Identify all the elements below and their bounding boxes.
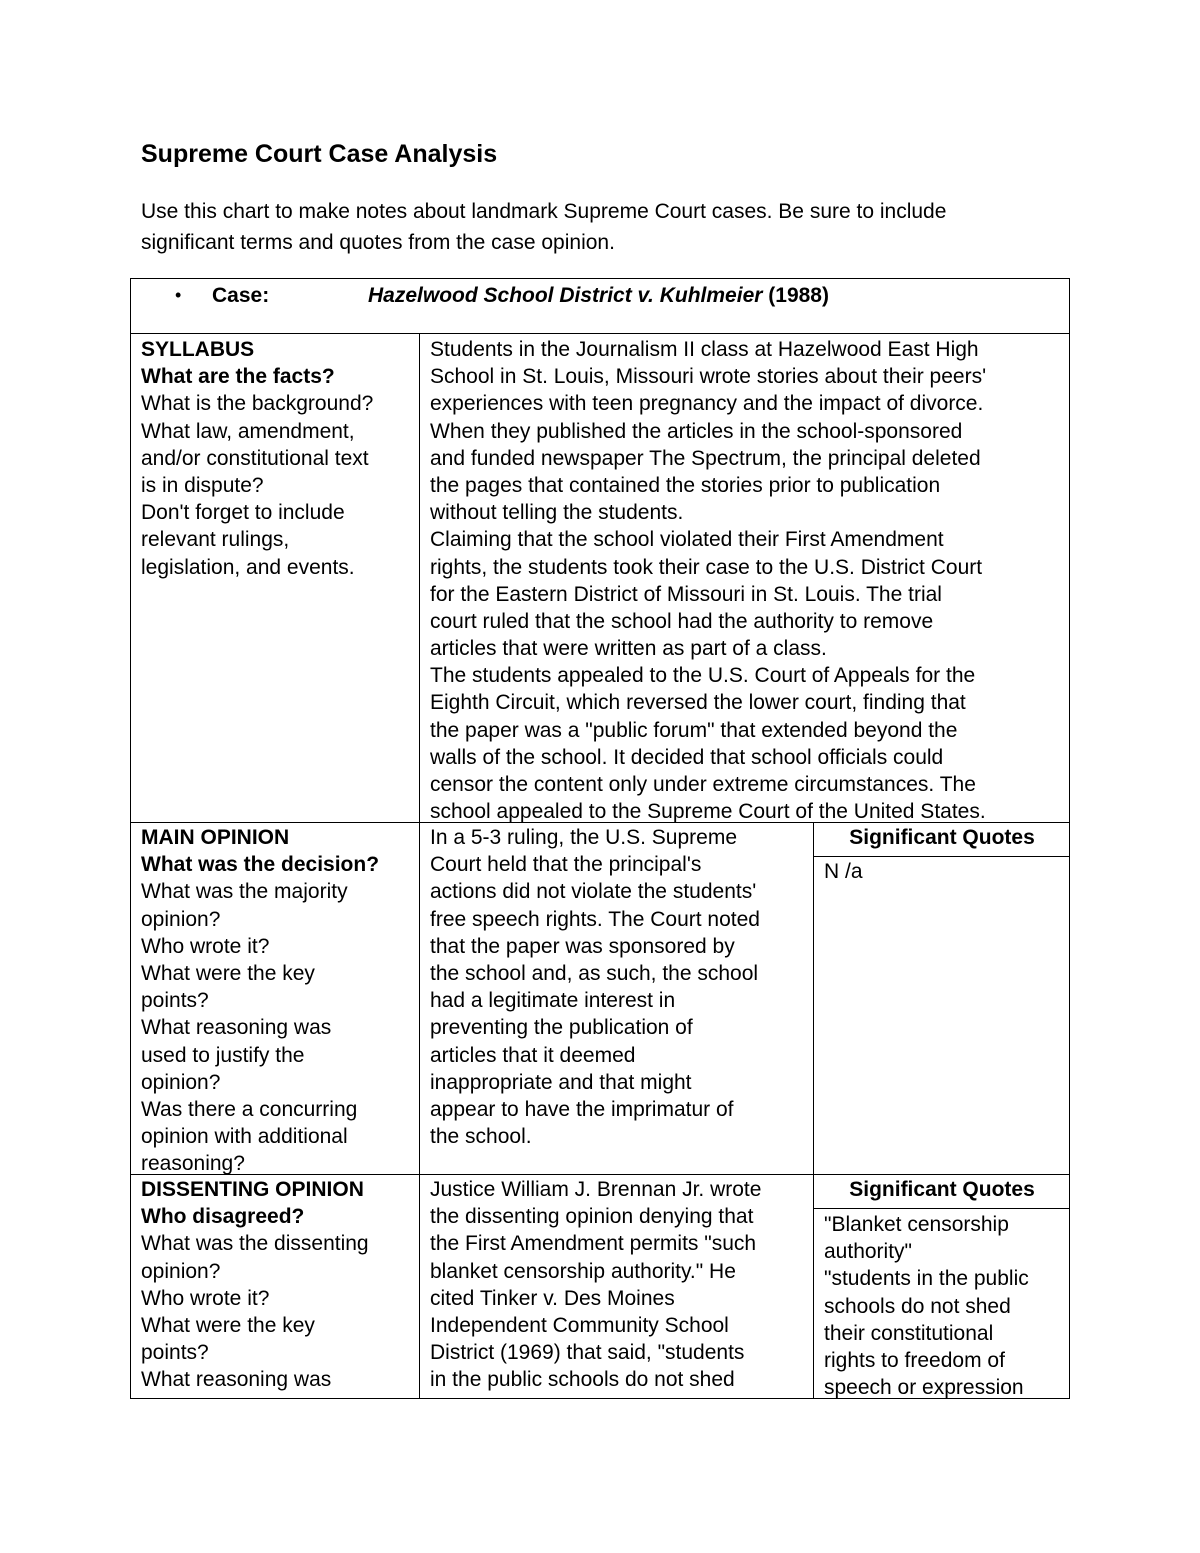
answer-line: school appealed to the Supreme Court of the United States. <box>430 800 986 824</box>
answer-line: cited Tinker v. Des Moines <box>430 1286 675 1310</box>
intro-line: Use this chart to make notes about landmark Supreme Court cases. Be sure to include <box>141 200 947 223</box>
prompt-line: What were the key <box>141 1313 315 1337</box>
answer-line: Court held that the principal's <box>430 853 702 877</box>
quote-line: schools do not shed <box>824 1294 1011 1318</box>
prompt-line: Who disagreed? <box>141 1205 305 1229</box>
answer-line: inappropriate and that might <box>430 1070 692 1094</box>
answer-line: Independent Community School <box>430 1313 729 1337</box>
answer-line: court ruled that the school had the authority to remove <box>430 609 934 633</box>
main-quotes <box>824 858 1066 885</box>
quote-line: authority" <box>824 1240 912 1264</box>
quote-line: rights to freedom of <box>824 1348 1005 1372</box>
intro-line: significant terms and quotes from the case opinion. <box>141 231 615 254</box>
prompt-line: and/or constitutional text <box>141 446 369 470</box>
answer-line: experiences with teen pregnancy and the impact of divorce. <box>430 392 984 416</box>
answer-line: the paper was a "public forum" that extended beyond the <box>430 718 958 742</box>
quotes-header-divider <box>813 1208 1070 1209</box>
answer-line: free speech rights. The Court noted <box>430 907 760 931</box>
prompt-line: opinion? <box>141 1259 221 1283</box>
prompt-line: What law, amendment, <box>141 419 355 443</box>
quote-line: "students in the public <box>824 1267 1029 1291</box>
prompt-line: What was the decision? <box>141 853 380 877</box>
answer-line: for the Eastern District of Missouri in St. Louis. The trial <box>430 582 942 606</box>
answer-line: actions did not violate the students' <box>430 880 757 904</box>
prompt-line: What was the majority <box>141 880 348 904</box>
prompt-line: points? <box>141 1341 209 1365</box>
answer-line: censor the content only under extreme circumstances. The <box>430 773 976 796</box>
answer-line: appear to have the imprimatur of <box>430 1097 734 1121</box>
quote-line: their constitutional <box>824 1321 994 1345</box>
answer-line: and funded newspaper The Spectrum, the principal deleted <box>430 446 981 470</box>
answer-line: School in St. Louis, Missouri wrote stories about their peers' <box>430 365 987 389</box>
row-divider <box>130 1174 1070 1175</box>
answer-line: articles that were written as part of a class. <box>430 637 827 661</box>
prompt-line: What reasoning was <box>141 1016 332 1040</box>
quotes-header-divider <box>813 856 1070 857</box>
answer-line: the First Amendment permits "such <box>430 1232 757 1256</box>
prompt-line: MAIN OPINION <box>141 826 290 849</box>
prompt-line: What are the facts? <box>141 365 335 389</box>
prompt-line: What is the background? <box>141 392 374 416</box>
prompt-line: used to justify the <box>141 1043 305 1067</box>
answer-line: in the public schools do not shed <box>430 1368 735 1392</box>
case-name <box>368 282 829 309</box>
column-divider <box>813 822 814 1399</box>
main-opinion-prompt <box>141 824 413 1174</box>
answer-line: the dissenting opinion denying that <box>430 1205 754 1229</box>
page-title: Supreme Court Case Analysis <box>141 140 498 168</box>
dissent-quotes <box>824 1211 1068 1398</box>
prompt-line: points? <box>141 989 209 1013</box>
answer-line: the pages that contained the stories prior to publication <box>430 473 941 497</box>
answer-line: that the paper was sponsored by <box>430 934 735 958</box>
quote-line: "Blanket censorship <box>824 1213 1009 1236</box>
answer-line: Claiming that the school violated their First Amendment <box>430 528 944 552</box>
answer-line: District (1969) that said, "students <box>430 1341 745 1365</box>
main-quotes-header: Significant Quotes <box>849 826 1035 849</box>
answer-line: Justice William J. Brennan Jr. wrote <box>430 1178 762 1201</box>
bullet-icon: • <box>175 285 182 305</box>
intro-text <box>141 196 1081 258</box>
answer-line: Eighth Circuit, which reversed the lower court, finding that <box>430 691 966 715</box>
prompt-line: What reasoning was <box>141 1368 332 1392</box>
dissenting-opinion-prompt <box>141 1176 413 1398</box>
prompt-line: Don't forget to include <box>141 501 345 525</box>
answer-line: without telling the students. <box>430 501 684 525</box>
main-opinion-answer <box>430 824 810 1150</box>
syllabus-prompt <box>141 336 413 581</box>
quote-line: N /a <box>824 860 863 883</box>
prompt-line: SYLLABUS <box>141 338 255 361</box>
prompt-line: opinion with additional <box>141 1125 348 1149</box>
answer-line: The students appealed to the U.S. Court of Appeals for the <box>430 664 976 688</box>
prompt-line: opinion? <box>141 907 221 931</box>
prompt-line: is in dispute? <box>141 473 264 497</box>
quote-line: speech or expression <box>824 1376 1024 1398</box>
prompt-line: DISSENTING OPINION <box>141 1178 364 1201</box>
prompt-line: Who wrote it? <box>141 1286 270 1310</box>
answer-line: the school and, as such, the school <box>430 961 759 985</box>
case-label: Case: <box>212 284 270 307</box>
prompt-line: What were the key <box>141 961 315 985</box>
answer-line: When they published the articles in the school-sponsored <box>430 419 963 443</box>
dissenting-opinion-answer <box>430 1176 810 1398</box>
dissent-quotes-header: Significant Quotes <box>849 1178 1035 1201</box>
answer-line: articles that it deemed <box>430 1043 636 1067</box>
prompt-line: opinion? <box>141 1070 221 1094</box>
answer-line: blanket censorship authority." He <box>430 1259 736 1283</box>
prompt-line: Was there a concurring <box>141 1097 358 1121</box>
prompt-line: relevant rulings, <box>141 528 290 552</box>
answer-line: In a 5-3 ruling, the U.S. Supreme <box>430 826 737 849</box>
prompt-line: What was the dissenting <box>141 1232 369 1256</box>
row-divider <box>130 333 1070 334</box>
prompt-line: reasoning? <box>141 1152 245 1174</box>
prompt-line: legislation, and events. <box>141 555 355 579</box>
answer-line: walls of the school. It decided that school officials could <box>430 745 944 769</box>
answer-line: preventing the publication of <box>430 1016 693 1040</box>
answer-line: Students in the Journalism II class at Hazelwood East High <box>430 338 979 361</box>
answer-line: rights, the students took their case to the U.S. District Court <box>430 555 983 579</box>
column-divider <box>419 333 420 1399</box>
case-year: (1988) <box>768 284 829 307</box>
answer-line: the school. <box>430 1125 532 1149</box>
case-title: Hazelwood School District v. Kuhlmeier <box>368 284 763 307</box>
answer-line: had a legitimate interest in <box>430 989 676 1013</box>
syllabus-answer <box>430 336 1066 825</box>
prompt-line: Who wrote it? <box>141 934 270 958</box>
